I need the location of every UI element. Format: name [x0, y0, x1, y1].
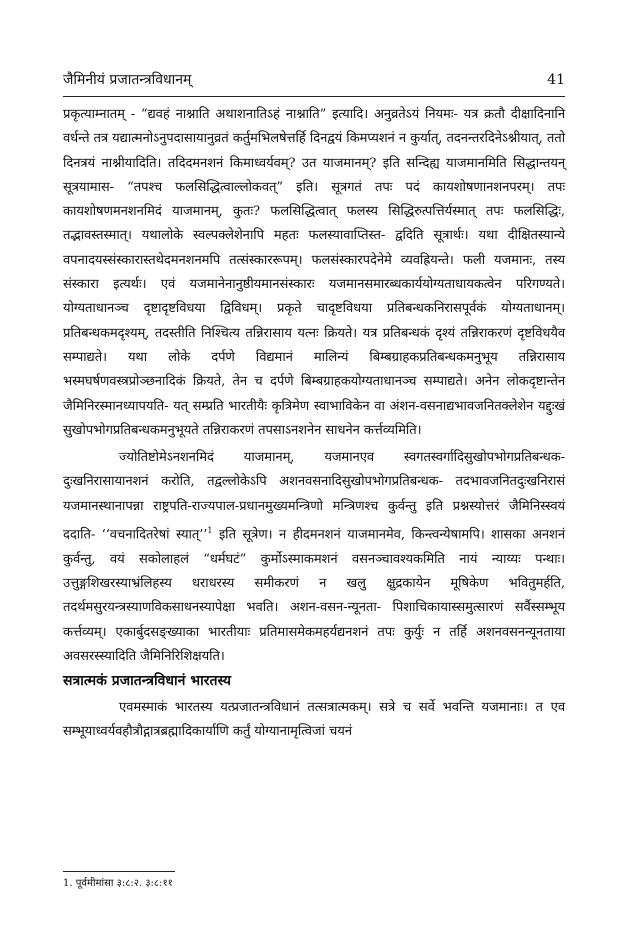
paragraph-2-text: ज्योतिष्टोमेऽनशनमिदं याजमानम्, यजमानएव स्वगतस्वर्गादिसुखोपभोगप्रतिबन्धक- दुःखनिरासायानशनं करोति, तद्वल्लोकेऽपि अशनवसनादिसुखोपभोगप्रतिबन्धक- तदभावजनितदुःखनिरासं यजमानस्थानापन्ना राष्ट्रपति-राज्यपाल-प्रधानमुख्यमन्त्रिणो मन्त्रिणश्च कुर्वन्तु इति प्रश्नस्योत्तरं जैमिनिस्स्वयं ददाति- ‘‘वचनादितरेषां स्यात्’’ [63, 450, 565, 543]
page-number: 41 [547, 72, 565, 88]
footnote-marker: 1 [207, 526, 213, 536]
paragraph-2-continuation: इति सूत्रेण। न हीदमनशनं याजमानमेव, किन्त्वन्येषामपि। शासका अनशनं कुर्वन्तु, वयं सकोलाहलं “धर्मघटं” कुर्मोऽस्माकमशनं वसनञ्चावश्यकमिति नायं न्याय्यः पन्थाः। उत्तुङ्गशिखरस्याभ्रंलिहस्य धराधरस्य समीकरणं न खलु क्षुद्रकायेन मूषिकेण भवितुमर्हति, तदर्थमसुरयन्त्रस्याणविकसाधनस्यापेक्षा भवति। अशन-वसन-न्यूनता- पिशाचिकायास्समुत्सारणं सर्वैस्सम्भूय कर्त्तव्यम्। एकार्बुदसङ्ख्याका भारतीयाः प्रतिमासमेकमहर्यद्यनशनं तपः कुर्युः न तर्हि अशनवसनन्यूनताया अवसरस्स्यादिति जैमिनिरिशिक्षयति। [63, 527, 566, 664]
section-heading: सत्रात्मकं प्रजातन्त्रविधानं भारतस्य [63, 673, 232, 690]
paragraph-1: प्रकृत्याम्नातम् - “द्यवहं नाश्नाति अथाशनातिऽहं नाश्नाति” इत्यादि। अनुव्रतेऽयं नियमः- यत्र क्रतौ दीक्षादिनानि वर्धन्ते तत्र यद्यात्मनोऽनुपदासायानुव्रतं कर्तुमभिलषेत्तर्हि दिनद्वयं किमप्यशनं न कुर्यात्, तदनन्तरदिनेऽश्नीयात्, ततो दिनत्रयं नाश्नीयादिति। तदिदमनशनं किमाध्वर्यवम्? उत याजमानम्? इति सन्दिह्य याजमानमिति सिद्धान्तयन् सूत्रयामास- “तपश्च फलसिद्धित्वाल्लोकवत्” इति। सूत्रगतं तपः पदं कायशोषणानशनपरम्। तपः कायशोषणमनशनमिदं याजमानम्, कुतः? फलसिद्धित्वात् फलस्य सिद्धिरुत्पत्तिर्यस्मात् तपः फलसिद्धिः, तद्भावस्तस्मात्। यथालोके स्वल्पक्लेशेनापि महतः फलस्यावाप्तिस्त- द्वदिति सूत्रार्थः। यथा दीक्षितस्यान्ये वपनादयस्संस्कारास्तथेदमनशनमपि तत्संस्काररूपम्। फलसंस्कारपदेनेमे व्यवह्रियन्ते। फली यजमानः, तस्य संस्कारा इत्यर्थः। एवं यजमानेनानुष्ठीयमानसंस्कारः यजमानसमारब्धकार्ययोग्यताधायकत्वेन परिगण्यते। योग्यताधानञ्च दृष्टादृष्टविधया द्विविधम्। प्रकृते चादृष्टविधया प्रतिबन्धकनिरासपूर्वकं योग्यताधानम्। प्रतिबन्धकमदृश्यम्, तदस्तीति निश्चित्य तन्निरासाय यत्नः क्रियते। यत्र प्रतिबन्धकं दृश्यं तन्निराकरणं दृष्टविधयैव सम्पाद्यते। यथा लोके दर्पणे विद्यमानं मालिन्यं बिम्बग्राहकप्रतिबन्धकमनुभूय तन्निरासाय भस्मघर्षणवस्त्रप्रोञ्छनादिकं क्रियते, तेन च दर्पणे बिम्बग्राहकयोग्यताधानञ्च सम्पाद्यते। अनेन लोकदृष्टान्तेन जैमिनिरस्मानध्यापयति- यत् सम्प्रति भारतीयैः कृत्रिमेण स्वाभाविकेन वा अंशन-वसनाद्यभावजनितक्लेशेन यद्दुःखं सुखोपभोगप्रतिबन्धकमनुभूयते तन्निराकरणं तपसाऽनशनेन साधनेन कर्त्तव्यमिति। [63, 107, 565, 438]
running-header [63, 70, 565, 97]
footnote-divider [63, 871, 175, 872]
paragraph-3: एवमस्माकं भारतस्य यत्प्रजातन्त्रविधानं तत्सत्रात्मकम्। सत्रे च सर्वे भवन्ति यजमानाः। त एव सम्भूयाध्वर्यवहौत्रौद्गात्रब्रह्मादिकार्याणि कर्तुं योग्यानामृत्विजां चयनं [63, 700, 565, 740]
paragraph-2 [63, 446, 565, 669]
page-body [63, 103, 565, 745]
running-title: जैमिनीयं प्रजातन्त्रविधानम् [63, 72, 192, 88]
footnote: 1. पूर्वमीमांसा ३:८:२. ३:८:११ [63, 878, 173, 889]
